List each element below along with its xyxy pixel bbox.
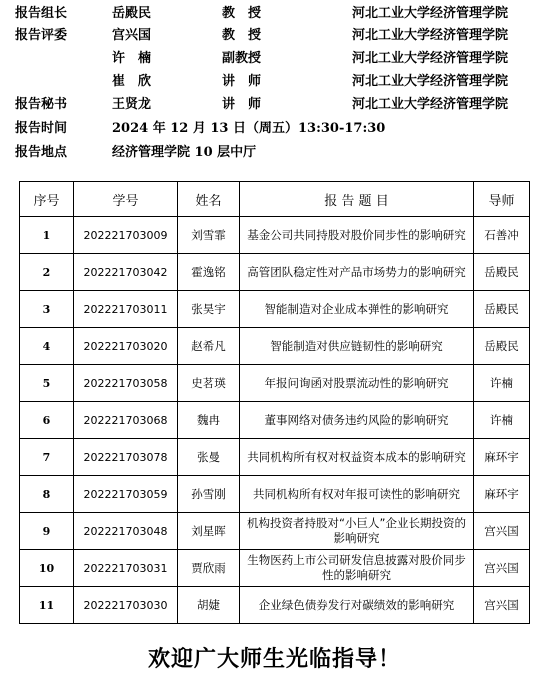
cell-student-id: 202221703058 <box>74 365 178 402</box>
cell-topic: 共同机构所有权对年报可读性的影响研究 <box>240 476 474 513</box>
committee-title: 副教授 <box>222 51 262 66</box>
cell-student-id: 202221703059 <box>74 476 178 513</box>
cell-name: 刘雪霏 <box>178 217 240 254</box>
cell-student-id: 202221703031 <box>74 550 178 587</box>
committee-affiliation: 河北工业大学经济管理学院 <box>352 28 509 43</box>
header-student-id: 学号 <box>74 182 178 217</box>
cell-name: 霍逸铭 <box>178 254 240 291</box>
cell-topic: 智能制造对供应链韧性的影响研究 <box>240 328 474 365</box>
cell-topic: 共同机构所有权对权益资本成本的影响研究 <box>240 439 474 476</box>
cell-seq: 8 <box>20 476 74 513</box>
cell-advisor: 岳殿民 <box>474 328 530 365</box>
cell-advisor: 麻环宇 <box>474 476 530 513</box>
committee-affiliation: 河北工业大学经济管理学院 <box>352 74 509 89</box>
committee-affiliation: 河北工业大学经济管理学院 <box>352 6 509 21</box>
cell-name: 魏冉 <box>178 402 240 439</box>
welcome-message: 欢迎广大师生光临指导！ <box>147 646 401 672</box>
table-row <box>20 365 530 402</box>
header-name: 姓名 <box>178 182 240 217</box>
cell-seq: 5 <box>20 365 74 402</box>
committee-name: 宫兴国 <box>112 28 152 43</box>
table-row <box>20 476 530 513</box>
report-time-label: 报告时间 <box>15 121 68 136</box>
cell-name: 贾欣雨 <box>178 550 240 587</box>
cell-name: 张昊宇 <box>178 291 240 328</box>
committee-name: 崔 欣 <box>112 74 152 89</box>
schedule-table <box>19 181 530 624</box>
cell-advisor: 岳殿民 <box>474 254 530 291</box>
header-seq: 序号 <box>20 182 74 217</box>
cell-seq: 2 <box>20 254 74 291</box>
table-row <box>20 291 530 328</box>
committee-role: 报告组长 <box>15 6 68 21</box>
cell-topic: 高管团队稳定性对产品市场势力的影响研究 <box>240 254 474 291</box>
committee-title: 教 授 <box>222 6 262 21</box>
cell-topic: 生物医药上市公司研发信息披露对股价同步性的影响研究 <box>240 550 474 587</box>
cell-topic: 董事网络对债务违约风险的影响研究 <box>240 402 474 439</box>
cell-advisor: 许楠 <box>474 402 530 439</box>
committee-name: 许 楠 <box>112 51 152 66</box>
cell-seq: 3 <box>20 291 74 328</box>
cell-advisor: 石善冲 <box>474 217 530 254</box>
committee-row <box>0 48 549 70</box>
cell-student-id: 202221703009 <box>74 217 178 254</box>
header-advisor: 导师 <box>474 182 530 217</box>
table-row <box>20 217 530 254</box>
cell-advisor: 许楠 <box>474 365 530 402</box>
report-time-row <box>0 118 549 140</box>
cell-seq: 1 <box>20 217 74 254</box>
committee-title: 讲 师 <box>222 97 262 112</box>
cell-student-id: 202221703048 <box>74 513 178 550</box>
committee-affiliation: 河北工业大学经济管理学院 <box>352 97 509 112</box>
cell-seq: 6 <box>20 402 74 439</box>
cell-seq: 9 <box>20 513 74 550</box>
committee-row <box>0 71 549 93</box>
cell-student-id: 202221703030 <box>74 587 178 624</box>
table-row <box>20 328 530 365</box>
report-location-label: 报告地点 <box>15 145 68 160</box>
cell-student-id: 202221703078 <box>74 439 178 476</box>
report-date: 2024 年 12 月 13 日（周五） <box>112 121 298 136</box>
cell-advisor: 麻环宇 <box>474 439 530 476</box>
cell-topic: 智能制造对企业成本弹性的影响研究 <box>240 291 474 328</box>
committee-title: 教 授 <box>222 28 262 43</box>
table-row <box>20 550 530 587</box>
header-topic: 报 告 题 目 <box>240 182 474 217</box>
cell-advisor: 宫兴国 <box>474 513 530 550</box>
table-row <box>20 402 530 439</box>
cell-seq: 10 <box>20 550 74 587</box>
cell-name: 胡婕 <box>178 587 240 624</box>
cell-name: 赵希凡 <box>178 328 240 365</box>
table-row <box>20 513 530 550</box>
cell-seq: 4 <box>20 328 74 365</box>
cell-student-id: 202221703011 <box>74 291 178 328</box>
cell-advisor: 宫兴国 <box>474 550 530 587</box>
committee-row <box>0 94 549 116</box>
cell-name: 张曼 <box>178 439 240 476</box>
cell-topic: 企业绿色债券发行对碳绩效的影响研究 <box>240 587 474 624</box>
committee-title: 讲 师 <box>222 74 262 89</box>
committee-row <box>0 3 549 25</box>
committee-role: 报告秘书 <box>15 97 68 112</box>
report-location-row <box>0 142 549 164</box>
table-header-row <box>20 182 530 217</box>
cell-topic: 基金公司共同持股对股价同步性的影响研究 <box>240 217 474 254</box>
committee-name: 王贤龙 <box>112 97 152 112</box>
cell-seq: 7 <box>20 439 74 476</box>
committee-role: 报告评委 <box>15 28 68 43</box>
table-row <box>20 254 530 291</box>
cell-topic: 年报问询函对股票流动性的影响研究 <box>240 365 474 402</box>
committee-row <box>0 25 549 47</box>
cell-name: 刘星晖 <box>178 513 240 550</box>
cell-student-id: 202221703020 <box>74 328 178 365</box>
committee-name: 岳殿民 <box>112 6 152 21</box>
table-row <box>20 587 530 624</box>
report-hours: 13:30-17:30 <box>298 121 386 136</box>
cell-topic: 机构投资者持股对“小巨人”企业长期投资的影响研究 <box>240 513 474 550</box>
cell-seq: 11 <box>20 587 74 624</box>
cell-advisor: 岳殿民 <box>474 291 530 328</box>
cell-name: 孙雪刚 <box>178 476 240 513</box>
cell-student-id: 202221703042 <box>74 254 178 291</box>
cell-name: 史茗瑛 <box>178 365 240 402</box>
report-location: 经济管理学院 10 层中厅 <box>112 145 257 160</box>
cell-student-id: 202221703068 <box>74 402 178 439</box>
committee-affiliation: 河北工业大学经济管理学院 <box>352 51 509 66</box>
cell-advisor: 宫兴国 <box>474 587 530 624</box>
table-row <box>20 439 530 476</box>
